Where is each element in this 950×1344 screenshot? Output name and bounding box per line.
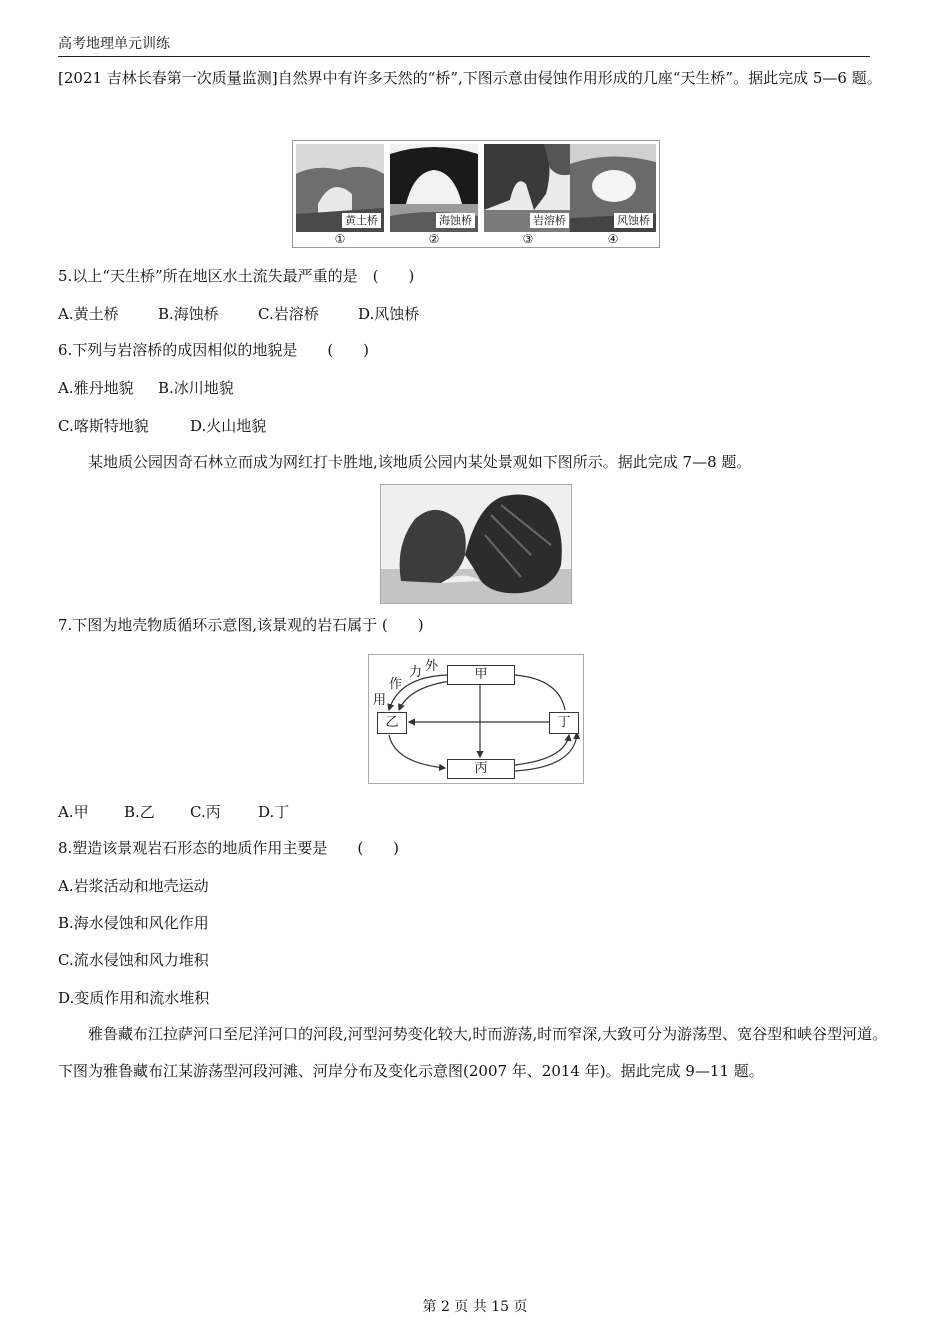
loess-bridge-photo — [296, 144, 384, 232]
rock-cycle-diagram — [368, 654, 584, 784]
page-header: 高考地理单元训练 — [58, 33, 870, 57]
node-bing: 丙 — [447, 759, 515, 779]
sea-bridge-photo — [390, 144, 478, 232]
q8-option-a: A.岩浆活动和地壳运动 — [58, 877, 209, 895]
q6-option-c: C.喀斯特地貌 — [58, 417, 149, 435]
q5-option-d: D.风蚀桥 — [358, 305, 420, 323]
q8-option-c: C.流水侵蚀和风力堆积 — [58, 951, 209, 969]
wind-bridge-photo — [570, 144, 656, 232]
page-footer: 第 2 页 共 15 页 — [422, 1299, 528, 1315]
q6-option-b: B.冰川地貌 — [158, 379, 234, 397]
q8-option-d: D.变质作用和流水堆积 — [58, 989, 210, 1007]
node-ding: 丁 — [549, 712, 579, 734]
rock-landscape-photo — [380, 484, 572, 604]
q5-option-b: B.海蚀桥 — [158, 305, 219, 323]
q8-option-b: B.海水侵蚀和风化作用 — [58, 914, 209, 932]
q5-option-c: C.岩溶桥 — [258, 305, 319, 323]
intro-paragraph-2: 某地质公园因奇石林立而成为网红打卡胜地,该地质公园内某处景观如下图所示。据此完成 7—8 题。 — [88, 453, 752, 471]
photo-number: ② — [428, 232, 440, 246]
photo-number: ④ — [607, 232, 619, 246]
natural-bridges-figure — [292, 140, 660, 248]
photo-number: ③ — [522, 232, 534, 246]
question-6-stem: 6.下列与岩溶桥的成因相似的地貌是 ( ) — [58, 341, 370, 359]
bridge-label: 风蚀桥 — [614, 213, 653, 228]
q7-option-b: B.乙 — [124, 803, 155, 821]
question-5-stem: 5.以上“天生桥”所在地区水土流失最严重的是 ( ) — [58, 267, 415, 285]
q7-option-c: C.丙 — [190, 803, 221, 821]
bridge-label: 黄土桥 — [342, 213, 381, 228]
arc-label-char: 作 — [389, 677, 403, 692]
arc-label-char: 外 — [425, 659, 439, 674]
q7-option-a: A.甲 — [58, 803, 89, 821]
node-yi: 乙 — [377, 712, 407, 734]
question-8-stem: 8.塑造该景观岩石形态的地质作用主要是 ( ) — [58, 839, 400, 857]
bridge-label: 海蚀桥 — [436, 213, 475, 228]
photo-number: ① — [334, 232, 346, 246]
q6-option-a: A.雅丹地貌 — [58, 379, 134, 397]
q7-option-d: D.丁 — [258, 803, 290, 821]
bridge-label: 岩溶桥 — [530, 213, 569, 228]
intro-paragraph-1: [2021 吉林长春第一次质量监测]自然界中有许多天然的“桥”,下图示意由侵蚀作用形成的几座“天生桥”。据此完成 5—6 题。 — [58, 69, 882, 87]
question-7-stem: 7.下图为地壳物质循环示意图,该景观的岩石属于 ( ) — [58, 616, 424, 634]
karst-bridge-photo — [484, 144, 572, 232]
arc-label-char: 力 — [409, 665, 423, 680]
node-jia: 甲 — [447, 665, 515, 685]
arc-label-char: 用 — [373, 693, 387, 708]
intro-paragraph-3: 雅鲁藏布江拉萨河口至尼洋河口的河段,河型河势变化较大,时而游荡,时而窄深,大致可分为游荡型、宽谷型和峡谷型河道。下图为雅鲁藏布江某游荡型河段河滩、河岸分布及变化示意图(2007 年、2014 年)。据此完成 9—11 题。 — [58, 1025, 888, 1080]
q6-option-d: D.火山地貌 — [190, 417, 267, 435]
q5-option-a: A.黄土桥 — [58, 305, 119, 323]
